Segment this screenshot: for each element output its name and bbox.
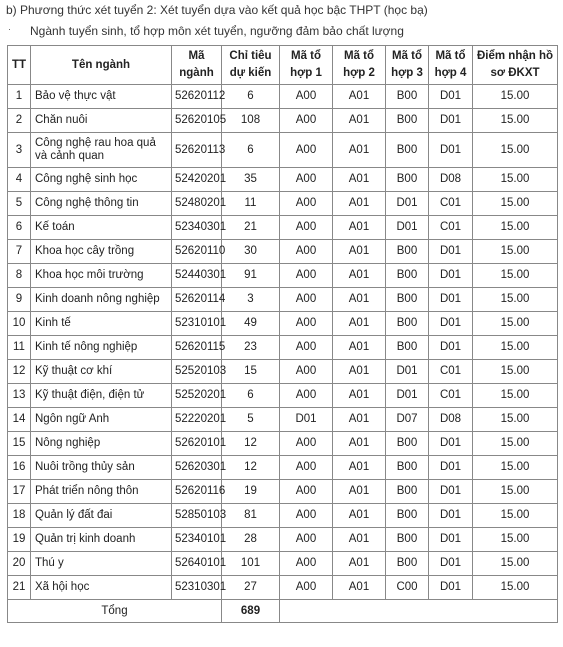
cell-diem-nhan: 15.00: [473, 168, 558, 192]
cell-to-hop-3: B00: [386, 504, 429, 528]
cell-chi-tieu: 23: [222, 336, 280, 360]
cell-ma-nganh: 52340301: [172, 216, 222, 240]
cell-diem-nhan: 15.00: [473, 576, 558, 600]
cell-tt: 17: [8, 480, 31, 504]
cell-tt: 5: [8, 192, 31, 216]
cell-to-hop-3: D07: [386, 408, 429, 432]
cell-to-hop-4: D01: [429, 336, 473, 360]
cell-ma-nganh: 52640101: [172, 552, 222, 576]
cell-to-hop-1: A00: [280, 384, 333, 408]
table-row: [8, 133, 558, 168]
cell-chi-tieu: 27: [222, 576, 280, 600]
cell-to-hop-1: A00: [280, 240, 333, 264]
table-header-row: [8, 46, 558, 85]
cell-diem-nhan: 15.00: [473, 456, 558, 480]
cell-tt: 13: [8, 384, 31, 408]
col-header-chi-tieu: Chỉ tiêu dự kiến: [222, 46, 280, 85]
cell-tt: 20: [8, 552, 31, 576]
cell-tt: 4: [8, 168, 31, 192]
cell-ten-nganh: Kỹ thuật điện, điện tử: [31, 384, 172, 408]
cell-tt: 11: [8, 336, 31, 360]
cell-to-hop-3: B00: [386, 456, 429, 480]
cell-to-hop-2: A01: [333, 408, 386, 432]
cell-to-hop-1: A00: [280, 576, 333, 600]
cell-to-hop-1: A00: [280, 264, 333, 288]
cell-to-hop-2: A01: [333, 109, 386, 133]
cell-to-hop-4: C01: [429, 384, 473, 408]
cell-ten-nganh: Khoa học cây trồng: [31, 240, 172, 264]
cell-chi-tieu: 15: [222, 360, 280, 384]
cell-chi-tieu: 6: [222, 133, 280, 168]
cell-chi-tieu: 35: [222, 168, 280, 192]
table-row: [8, 168, 558, 192]
cell-tt: 12: [8, 360, 31, 384]
cell-to-hop-2: A01: [333, 192, 386, 216]
cell-to-hop-3: B00: [386, 85, 429, 109]
cell-to-hop-4: D08: [429, 408, 473, 432]
cell-ma-nganh: 52310301: [172, 576, 222, 600]
table-row: [8, 552, 558, 576]
cell-to-hop-1: A00: [280, 109, 333, 133]
cell-ma-nganh: 52310101: [172, 312, 222, 336]
cell-to-hop-4: D01: [429, 240, 473, 264]
col-header-tt: TT: [8, 46, 31, 85]
cell-ma-nganh: 52620112: [172, 85, 222, 109]
cell-chi-tieu: 6: [222, 384, 280, 408]
cell-ten-nganh: Kế toán: [31, 216, 172, 240]
col-header-ten-nganh: Tên ngành: [31, 46, 172, 85]
cell-ma-nganh: 52520201: [172, 384, 222, 408]
cell-chi-tieu: 3: [222, 288, 280, 312]
cell-to-hop-4: D01: [429, 480, 473, 504]
cell-to-hop-3: D01: [386, 384, 429, 408]
cell-ten-nganh: Quản lý đất đai: [31, 504, 172, 528]
cell-ten-nganh: Thú y: [31, 552, 172, 576]
cell-diem-nhan: 15.00: [473, 288, 558, 312]
cell-to-hop-2: A01: [333, 432, 386, 456]
cell-tt: 2: [8, 109, 31, 133]
cell-diem-nhan: 15.00: [473, 85, 558, 109]
table-body: [8, 85, 558, 600]
cell-to-hop-2: A01: [333, 480, 386, 504]
cell-ma-nganh: 52620113: [172, 133, 222, 168]
cell-to-hop-2: A01: [333, 85, 386, 109]
cell-ma-nganh: 52620114: [172, 288, 222, 312]
table-total-row: [8, 600, 558, 623]
cell-to-hop-4: D01: [429, 133, 473, 168]
cell-to-hop-4: C01: [429, 192, 473, 216]
cell-to-hop-2: A01: [333, 312, 386, 336]
table-row: [8, 288, 558, 312]
cell-to-hop-4: D01: [429, 552, 473, 576]
cell-to-hop-2: A01: [333, 216, 386, 240]
cell-to-hop-3: B00: [386, 133, 429, 168]
cell-ten-nganh: Bảo vệ thực vật: [31, 85, 172, 109]
section-heading: b) Phương thức xét tuyển 2: Xét tuyển dựa vào kết quả học bậc THPT (học bạ): [6, 3, 428, 17]
cell-chi-tieu: 81: [222, 504, 280, 528]
cell-to-hop-3: D01: [386, 192, 429, 216]
cell-to-hop-1: A00: [280, 168, 333, 192]
cell-to-hop-3: B00: [386, 336, 429, 360]
cell-to-hop-2: A01: [333, 528, 386, 552]
cell-chi-tieu: 49: [222, 312, 280, 336]
cell-chi-tieu: 91: [222, 264, 280, 288]
cell-ten-nganh: Công nghệ thông tin: [31, 192, 172, 216]
cell-ten-nganh: Khoa học môi trường: [31, 264, 172, 288]
cell-ma-nganh: 52420201: [172, 168, 222, 192]
cell-ten-nganh: Kinh tế: [31, 312, 172, 336]
col-header-ma-nganh: Mã ngành: [172, 46, 222, 85]
cell-tt: 6: [8, 216, 31, 240]
cell-to-hop-4: D08: [429, 168, 473, 192]
cell-chi-tieu: 19: [222, 480, 280, 504]
cell-to-hop-3: B00: [386, 264, 429, 288]
cell-ten-nganh: Công nghệ sinh học: [31, 168, 172, 192]
cell-to-hop-4: D01: [429, 312, 473, 336]
admission-table: [7, 45, 558, 623]
cell-tt: 8: [8, 264, 31, 288]
cell-ma-nganh: 52520103: [172, 360, 222, 384]
cell-ten-nganh: Công nghệ rau hoa quả và cảnh quan: [31, 133, 172, 168]
cell-to-hop-2: A01: [333, 456, 386, 480]
table-row: [8, 240, 558, 264]
cell-to-hop-3: B00: [386, 480, 429, 504]
table-row: [8, 384, 558, 408]
cell-diem-nhan: 15.00: [473, 432, 558, 456]
cell-ten-nganh: Nông nghiệp: [31, 432, 172, 456]
cell-ma-nganh: 52620116: [172, 480, 222, 504]
cell-to-hop-3: B00: [386, 528, 429, 552]
cell-tt: 9: [8, 288, 31, 312]
table-row: [8, 312, 558, 336]
cell-tt: 14: [8, 408, 31, 432]
cell-to-hop-3: B00: [386, 552, 429, 576]
table-row: [8, 456, 558, 480]
cell-to-hop-3: B00: [386, 240, 429, 264]
cell-ten-nganh: Ngôn ngữ Anh: [31, 408, 172, 432]
cell-tt: 19: [8, 528, 31, 552]
cell-to-hop-3: D01: [386, 216, 429, 240]
cell-diem-nhan: 15.00: [473, 480, 558, 504]
section-subheading: [8, 24, 404, 38]
cell-tt: 16: [8, 456, 31, 480]
col-header-to-hop-4: Mã tổ hợp 4: [429, 46, 473, 85]
cell-diem-nhan: 15.00: [473, 312, 558, 336]
cell-chi-tieu: 30: [222, 240, 280, 264]
cell-diem-nhan: 15.00: [473, 360, 558, 384]
cell-to-hop-2: A01: [333, 240, 386, 264]
cell-to-hop-4: D01: [429, 528, 473, 552]
cell-ma-nganh: 52620115: [172, 336, 222, 360]
cell-tt: 3: [8, 133, 31, 168]
cell-to-hop-4: D01: [429, 432, 473, 456]
cell-to-hop-1: A00: [280, 552, 333, 576]
cell-ma-nganh: 52440301: [172, 264, 222, 288]
table-row: [8, 504, 558, 528]
cell-ten-nganh: Kỹ thuật cơ khí: [31, 360, 172, 384]
cell-diem-nhan: 15.00: [473, 504, 558, 528]
cell-diem-nhan: 15.00: [473, 528, 558, 552]
cell-diem-nhan: 15.00: [473, 240, 558, 264]
cell-to-hop-1: A00: [280, 480, 333, 504]
table-row: [8, 336, 558, 360]
cell-to-hop-1: A00: [280, 85, 333, 109]
cell-ma-nganh: 52340101: [172, 528, 222, 552]
cell-to-hop-2: A01: [333, 384, 386, 408]
cell-to-hop-4: D01: [429, 264, 473, 288]
cell-to-hop-1: A00: [280, 528, 333, 552]
cell-ma-nganh: 52620301: [172, 456, 222, 480]
cell-to-hop-2: A01: [333, 133, 386, 168]
cell-ten-nganh: Quản trị kinh doanh: [31, 528, 172, 552]
cell-to-hop-1: A00: [280, 216, 333, 240]
cell-ten-nganh: Kinh tế nông nghiệp: [31, 336, 172, 360]
cell-to-hop-3: B00: [386, 312, 429, 336]
cell-ten-nganh: Kinh doanh nông nghiệp: [31, 288, 172, 312]
cell-to-hop-4: C01: [429, 216, 473, 240]
cell-ma-nganh: 52480201: [172, 192, 222, 216]
cell-chi-tieu: 108: [222, 109, 280, 133]
total-label: Tổng: [8, 600, 222, 623]
cell-ma-nganh: 52620110: [172, 240, 222, 264]
cell-to-hop-1: A00: [280, 192, 333, 216]
cell-to-hop-1: D01: [280, 408, 333, 432]
cell-to-hop-3: B00: [386, 288, 429, 312]
cell-chi-tieu: 12: [222, 432, 280, 456]
cell-diem-nhan: 15.00: [473, 133, 558, 168]
table-row: [8, 216, 558, 240]
cell-diem-nhan: 15.00: [473, 336, 558, 360]
cell-tt: 7: [8, 240, 31, 264]
table-row: [8, 192, 558, 216]
cell-to-hop-2: A01: [333, 552, 386, 576]
cell-to-hop-4: C01: [429, 360, 473, 384]
table-row: [8, 408, 558, 432]
cell-ma-nganh: 52620101: [172, 432, 222, 456]
cell-to-hop-2: A01: [333, 576, 386, 600]
cell-ma-nganh: 52620105: [172, 109, 222, 133]
subheading-text: Ngành tuyển sinh, tổ hợp môn xét tuyển, ngưỡng đảm bảo chất lượng: [30, 24, 404, 38]
table-row: [8, 480, 558, 504]
cell-to-hop-3: B00: [386, 109, 429, 133]
cell-to-hop-1: A00: [280, 504, 333, 528]
cell-chi-tieu: 101: [222, 552, 280, 576]
table-row: [8, 360, 558, 384]
cell-ten-nganh: Phát triển nông thôn: [31, 480, 172, 504]
cell-to-hop-1: A00: [280, 133, 333, 168]
total-empty-cell: [280, 600, 558, 623]
cell-chi-tieu: 28: [222, 528, 280, 552]
cell-to-hop-4: D01: [429, 576, 473, 600]
cell-to-hop-2: A01: [333, 336, 386, 360]
col-header-to-hop-3: Mã tổ hợp 3: [386, 46, 429, 85]
cell-to-hop-1: A00: [280, 288, 333, 312]
cell-to-hop-1: A00: [280, 360, 333, 384]
cell-to-hop-1: A00: [280, 456, 333, 480]
table-row: [8, 109, 558, 133]
cell-tt: 15: [8, 432, 31, 456]
cell-to-hop-3: D01: [386, 360, 429, 384]
cell-tt: 18: [8, 504, 31, 528]
table-row: [8, 528, 558, 552]
cell-to-hop-4: D01: [429, 456, 473, 480]
cell-tt: 1: [8, 85, 31, 109]
cell-tt: 10: [8, 312, 31, 336]
cell-diem-nhan: 15.00: [473, 216, 558, 240]
cell-ten-nganh: Chăn nuôi: [31, 109, 172, 133]
cell-chi-tieu: 5: [222, 408, 280, 432]
cell-chi-tieu: 11: [222, 192, 280, 216]
cell-to-hop-1: A00: [280, 432, 333, 456]
cell-to-hop-1: A00: [280, 336, 333, 360]
table-row: [8, 432, 558, 456]
cell-diem-nhan: 15.00: [473, 109, 558, 133]
cell-to-hop-2: A01: [333, 360, 386, 384]
cell-to-hop-4: D01: [429, 85, 473, 109]
cell-to-hop-4: D01: [429, 109, 473, 133]
cell-to-hop-3: C00: [386, 576, 429, 600]
table-row: [8, 264, 558, 288]
bullet-icon: ·: [8, 24, 11, 34]
cell-chi-tieu: 6: [222, 85, 280, 109]
cell-chi-tieu: 21: [222, 216, 280, 240]
cell-to-hop-4: D01: [429, 288, 473, 312]
cell-chi-tieu: 12: [222, 456, 280, 480]
cell-diem-nhan: 15.00: [473, 192, 558, 216]
cell-to-hop-2: A01: [333, 288, 386, 312]
cell-to-hop-2: A01: [333, 264, 386, 288]
total-value: 689: [222, 600, 280, 623]
cell-to-hop-3: B00: [386, 168, 429, 192]
cell-diem-nhan: 15.00: [473, 408, 558, 432]
cell-ten-nganh: Nuôi trồng thủy sản: [31, 456, 172, 480]
cell-ten-nganh: Xã hội học: [31, 576, 172, 600]
cell-ma-nganh: 52220201: [172, 408, 222, 432]
cell-ma-nganh: 52850103: [172, 504, 222, 528]
cell-tt: 21: [8, 576, 31, 600]
cell-to-hop-3: B00: [386, 432, 429, 456]
cell-diem-nhan: 15.00: [473, 384, 558, 408]
cell-to-hop-2: A01: [333, 504, 386, 528]
cell-to-hop-4: D01: [429, 504, 473, 528]
col-header-diem-nhan: Điểm nhận hồ sơ ĐKXT: [473, 46, 558, 85]
col-header-to-hop-1: Mã tổ hợp 1: [280, 46, 333, 85]
cell-diem-nhan: 15.00: [473, 264, 558, 288]
table-row: [8, 576, 558, 600]
cell-to-hop-2: A01: [333, 168, 386, 192]
cell-diem-nhan: 15.00: [473, 552, 558, 576]
table-row: [8, 85, 558, 109]
cell-to-hop-1: A00: [280, 312, 333, 336]
col-header-to-hop-2: Mã tổ hợp 2: [333, 46, 386, 85]
